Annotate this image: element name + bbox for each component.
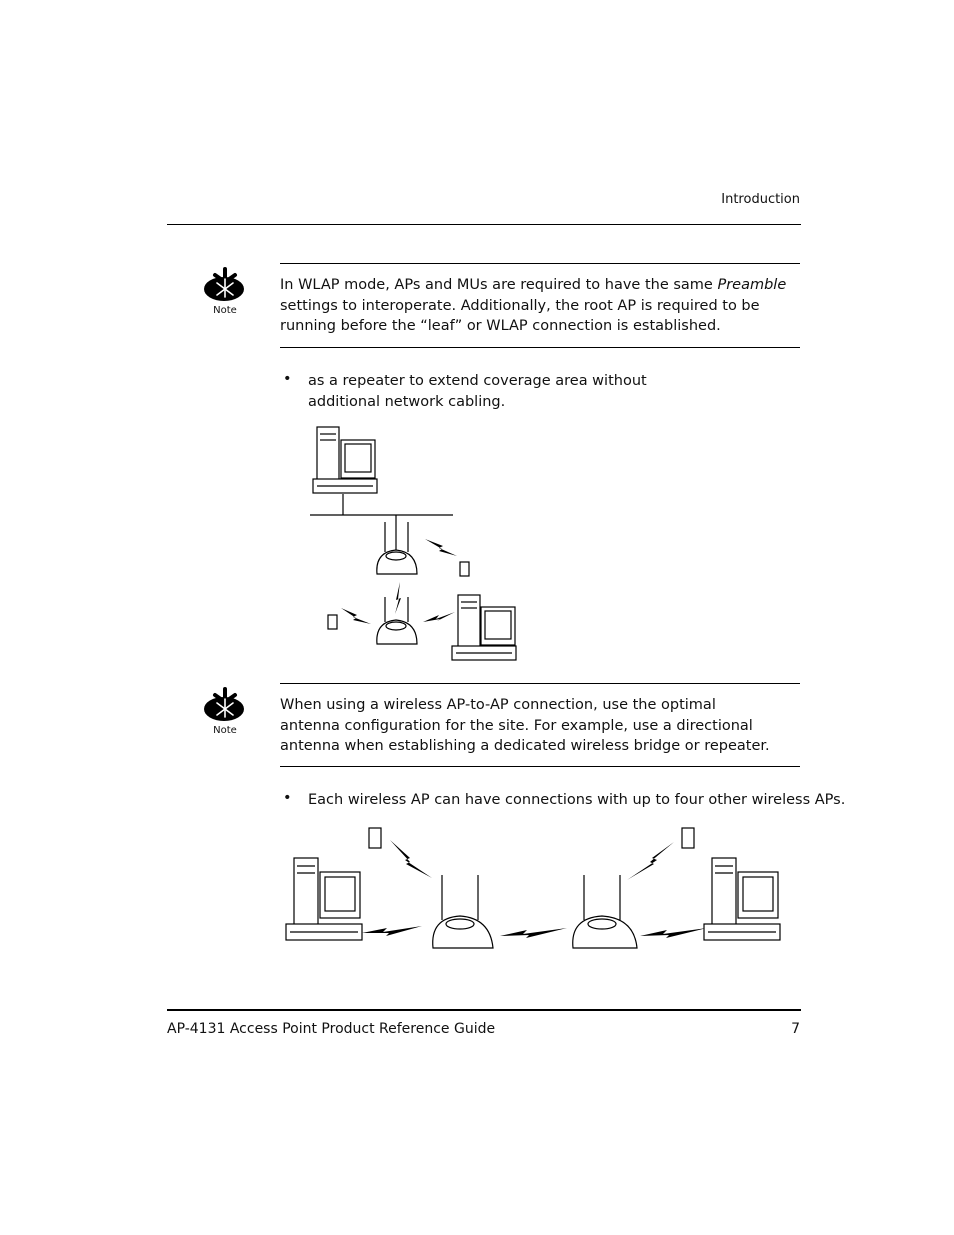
bullet-mark: • [283,790,292,806]
note1-text: In WLAP mode, APs and MUs are required to have the same Preamble settings to interoperate. Additionally, the root AP is required to be running before the “leaf” or WLAP connection is established. [280,277,787,334]
repeater-diagram [305,422,525,667]
access-point-icon [573,875,637,948]
desktop-computer-icon [452,595,516,660]
desktop-computer-icon [704,858,780,940]
note2-bottom-rule [280,766,800,767]
header-rule [167,224,801,225]
bullet2-text: Each wireless AP can have connections with up to four other wireless APs. [308,792,846,808]
ap-to-ap-diagram [282,820,792,955]
desktop-computer-icon [286,858,362,940]
note-icon [202,267,248,317]
note-icon [202,687,248,737]
note-label: Note [213,305,237,316]
mobile-unit-icon [682,828,694,848]
note2-text: When using a wireless AP-to-AP connection, use the optimal antenna configuration for the site. For example, use a directional antenna when establishing a dedicated wireless bridge or repeater. [280,697,770,754]
note1-bottom-rule [280,347,800,348]
access-point-icon [433,875,493,948]
running-header: Introduction [721,192,800,207]
access-point-icon [377,597,417,644]
mobile-unit-icon [328,615,337,629]
note1-top-rule [280,263,800,264]
mobile-unit-icon [369,828,381,848]
mobile-unit-icon [460,562,469,576]
bullet1-text: as a repeater to extend coverage area without additional network cabling. [308,373,647,410]
note2-top-rule [280,683,800,684]
footer-rule [167,1009,801,1011]
footer-title: AP-4131 Access Point Product Reference Guide [167,1021,496,1037]
page-number: 7 [791,1021,800,1037]
access-point-icon [377,522,417,574]
desktop-computer-icon [313,427,377,493]
note-label: Note [213,725,237,736]
bullet-mark: • [283,371,292,387]
